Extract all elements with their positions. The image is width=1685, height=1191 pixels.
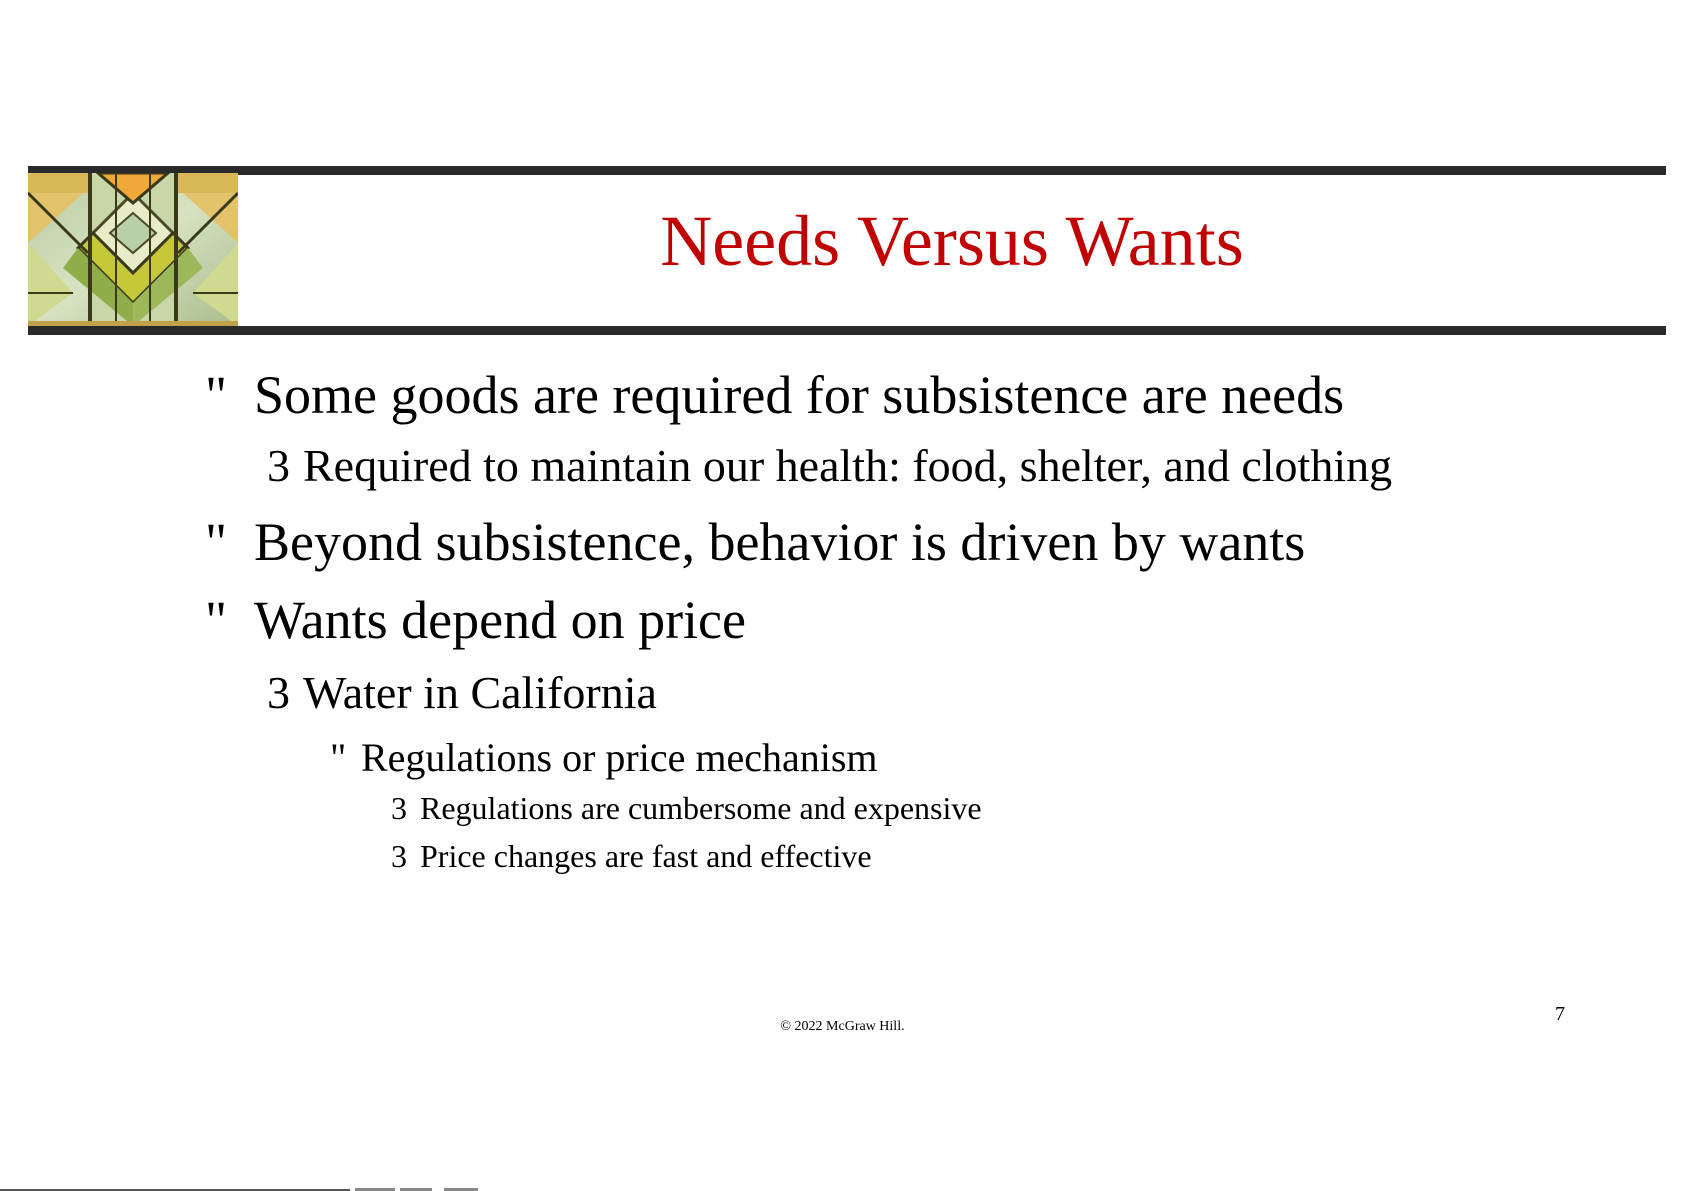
bullet-text: Beyond subsistence, behavior is driven by wants [254, 512, 1306, 572]
bullet-text: Wants depend on price [254, 590, 746, 650]
bullet-marker: 3 [267, 440, 290, 491]
copyright-footer: © 2022 McGraw Hill. [780, 1019, 905, 1034]
bullet-text: Price changes are fast and effective [420, 838, 872, 874]
header-rule-top [28, 166, 1666, 175]
bullet-marker: 3 [391, 838, 407, 874]
stained-glass-logo [28, 173, 238, 326]
slide-title: Needs Versus Wants [660, 201, 1244, 281]
bullet-marker: 3 [267, 667, 290, 718]
bullet-marker: " [205, 365, 228, 425]
bullet-marker: " [205, 590, 228, 650]
bullet-marker: 3 [391, 790, 407, 826]
bullet-text: Regulations or price mechanism [361, 735, 878, 780]
bullet-marker: " [330, 735, 347, 780]
bullet-text: Required to maintain our health: food, shelter, and clothing [303, 440, 1393, 491]
header-rule-bottom [28, 326, 1666, 335]
bullet-text: Regulations are cumbersome and expensive [420, 790, 982, 826]
page-number: 7 [1555, 1003, 1565, 1025]
bullet-text: Some goods are required for subsistence are needs [254, 365, 1345, 425]
bullet-marker: " [205, 512, 228, 572]
bullet-text: Water in California [303, 667, 657, 718]
